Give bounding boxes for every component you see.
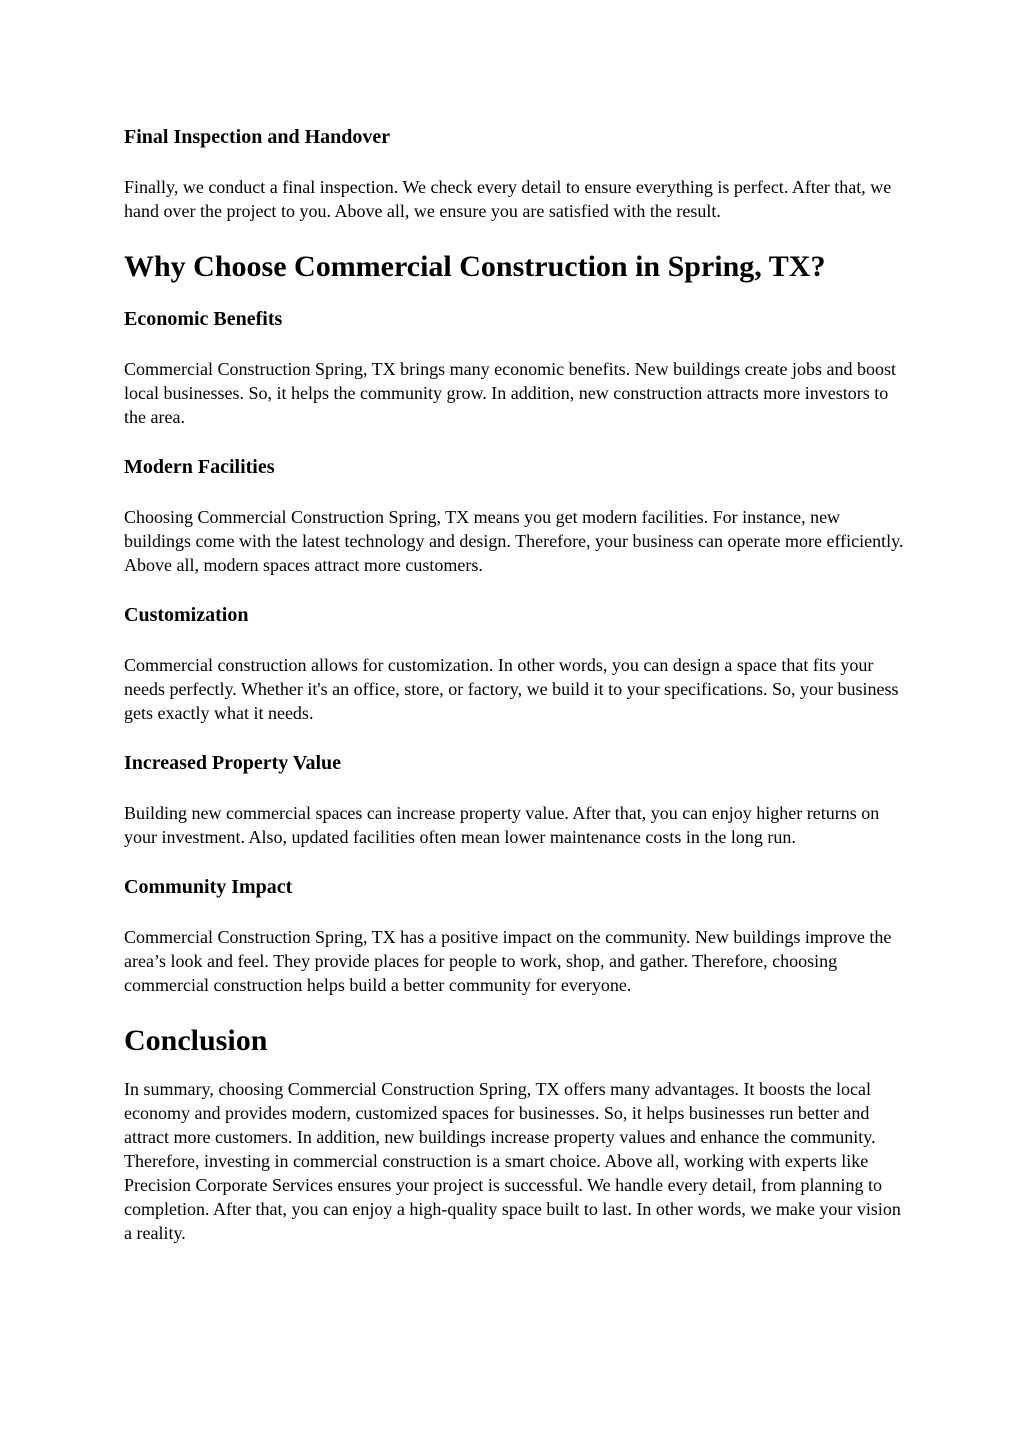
why-choose-heading: Why Choose Commercial Construction in Spring, TX?	[124, 250, 826, 283]
customization-heading: Customization	[124, 604, 249, 626]
modern-facilities-heading: Modern Facilities	[124, 456, 275, 478]
final-inspection-paragraph: Finally, we conduct a final inspection. We check every detail to ensure everything is perfect. After that, we hand over the project to you. Above all, we ensure you are satisfied with the result.	[124, 177, 892, 221]
conclusion-paragraph: In summary, choosing Commercial Construction Spring, TX offers many advantages. It boosts the local economy and provides modern, customized spaces for businesses. So, it helps businesses run better and attract more customers. In addition, new buildings increase property values and enhance the community. Therefore, investing in commercial construction is a smart choice. Above all, working with experts like Precision Corporate Services ensures your project is successful. We handle every detail, from planning to completion. After that, you can enjoy a high-quality space built to last. In other words, we make your vision a reality.	[124, 1079, 901, 1243]
property-value-paragraph: Building new commercial spaces can increase property value. After that, you can enjoy higher returns on your investment. Also, updated facilities often mean lower maintenance costs in the long run.	[124, 803, 880, 847]
community-impact-heading: Community Impact	[124, 876, 293, 898]
property-value-heading: Increased Property Value	[124, 752, 342, 774]
community-impact-paragraph: Commercial Construction Spring, TX has a positive impact on the community. New buildings improve the area’s look and feel. They provide places for people to work, shop, and gather. Therefore, choosing commercial construction helps build a better community for everyone.	[124, 927, 892, 995]
final-inspection-heading: Final Inspection and Handover	[124, 126, 391, 148]
conclusion-heading: Conclusion	[124, 1024, 268, 1057]
economic-benefits-heading: Economic Benefits	[124, 308, 283, 330]
customization-paragraph: Commercial construction allows for customization. In other words, you can design a space that fits your needs perfectly. Whether it's an office, store, or factory, we build it to your specifications. So, your business gets exactly what it needs.	[124, 655, 899, 723]
document-body	[124, 120, 904, 1245]
modern-facilities-paragraph: Choosing Commercial Construction Spring, TX means you get modern facilities. For instance, new buildings come with the latest technology and design. Therefore, your business can operate more efficiently. Above all, modern spaces attract more customers.	[124, 507, 904, 575]
economic-benefits-paragraph: Commercial Construction Spring, TX brings many economic benefits. New buildings create jobs and boost local businesses. So, it helps the community grow. In addition, new construction attracts more investors to the area.	[124, 359, 897, 427]
